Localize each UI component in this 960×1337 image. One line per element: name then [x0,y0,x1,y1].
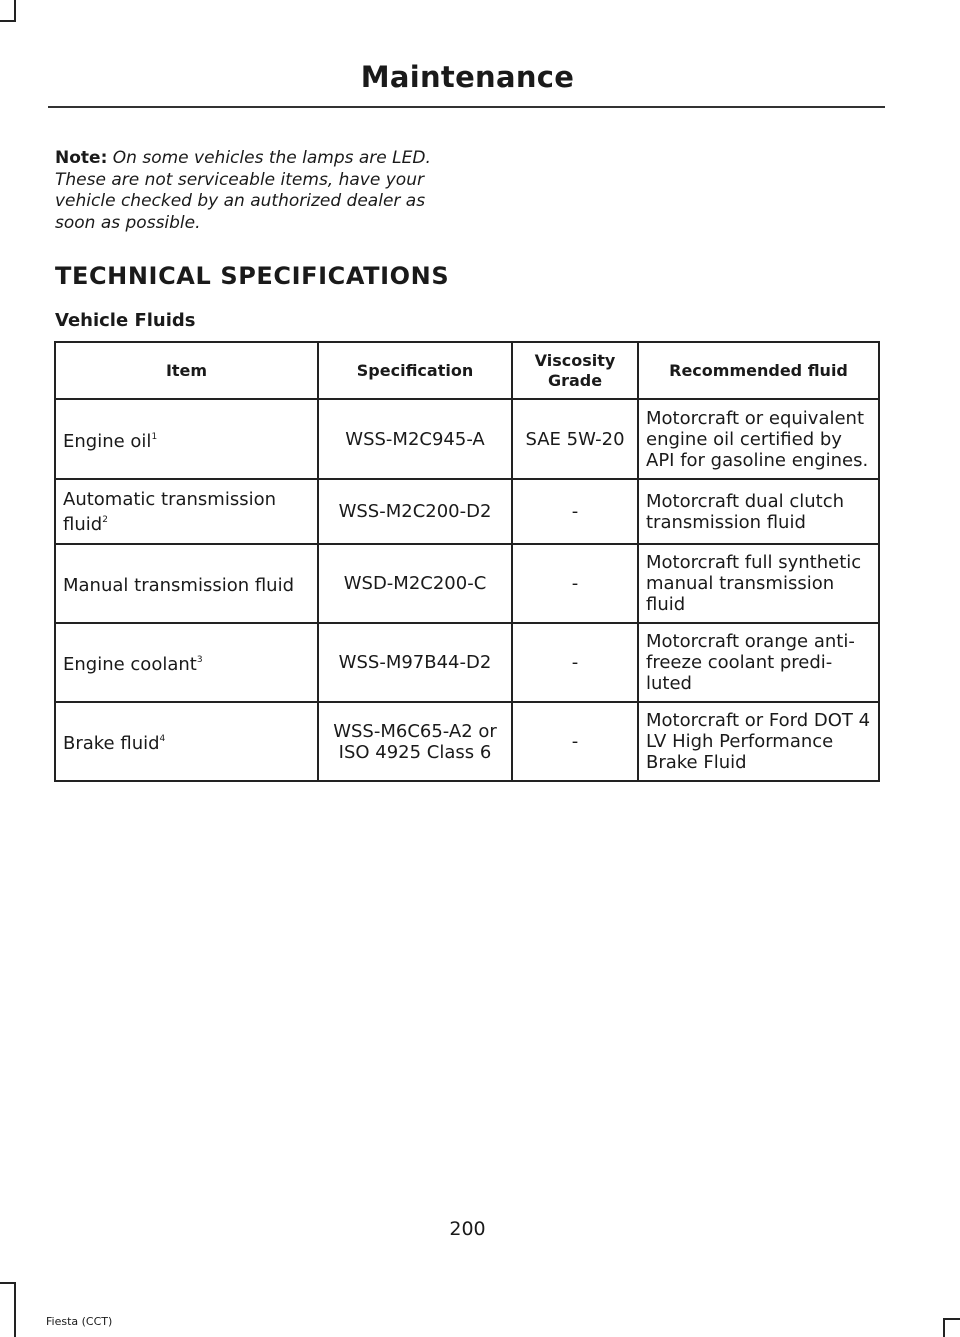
specification-cell: WSS-M97B44-D2 [318,623,512,702]
footnote-marker: 1 [151,431,158,442]
table-row [55,544,879,623]
table-row [55,399,879,479]
specification-cell: WSS-M2C945-A [318,399,512,479]
table-row [55,623,879,702]
column-header-recommended-fluid: Recommended fluid [638,342,879,399]
table-row [55,702,879,781]
note-paragraph [55,148,455,234]
column-header-item: Item [55,342,318,399]
item-cell [55,623,318,702]
footnote-marker: 2 [102,514,108,525]
header-divider [48,106,885,108]
viscosity-cell: SAE 5W-20 [512,399,638,479]
table-header-row [55,342,879,399]
item-text: Automatic transmission fluid [63,488,277,535]
subsection-title: Vehicle Fluids [55,310,196,331]
crop-mark [943,1318,960,1320]
item-cell [55,479,318,544]
item-text: Engine oil [63,430,152,452]
fluid-cell: Motorcraft orange anti-freeze coolant predi-luted [638,623,879,702]
table-row [55,479,879,544]
item-cell [55,399,318,479]
fluid-cell: Motorcraft dual clutch transmission fluid [638,479,879,544]
crop-mark [943,1318,945,1337]
item-text: Manual transmission fluid [63,575,295,596]
footnote-marker: 4 [159,734,166,744]
section-title: TECHNICAL SPECIFICATIONS [55,262,450,290]
note-label: Note: [55,148,108,168]
crop-mark [14,0,16,22]
item-cell [55,702,318,781]
specification-cell: WSS-M6C65-A2 or ISO 4925 Class 6 [318,702,512,781]
item-text: Engine coolant [63,654,197,675]
fluid-cell: Motorcraft full synthetic manual transmission fluid [638,544,879,623]
specification-cell: WSS-M2C200-D2 [318,479,512,544]
footer-model: Fiesta (CCT) [46,1315,113,1328]
viscosity-cell: - [512,623,638,702]
column-header-viscosity: Viscosity Grade [512,342,638,399]
page-title: Maintenance [360,60,575,94]
crop-mark [0,1282,16,1284]
crop-mark [0,20,16,22]
viscosity-cell: - [512,479,638,544]
fluid-cell: Motorcraft or Ford DOT 4 LV High Performance Brake Fluid [638,702,879,781]
fluid-cell: Motorcraft or equivalent engine oil certified by API for gasoline engines. [638,399,879,479]
viscosity-cell: - [512,702,638,781]
page-number: 200 [449,1218,486,1240]
specification-cell: WSD-M2C200-C [318,544,512,623]
item-text: Brake fluid [63,733,160,754]
vehicle-fluids-table [54,341,880,782]
note-text: On some vehicles the lamps are LED. These are not serviceable items, have your vehicle checked by an authorized dealer as soon as possible. [55,148,431,233]
crop-mark [14,1282,16,1337]
column-header-specification: Specification [318,342,512,399]
footnote-marker: 3 [196,655,203,665]
viscosity-cell: - [512,544,638,623]
item-cell [55,544,318,623]
